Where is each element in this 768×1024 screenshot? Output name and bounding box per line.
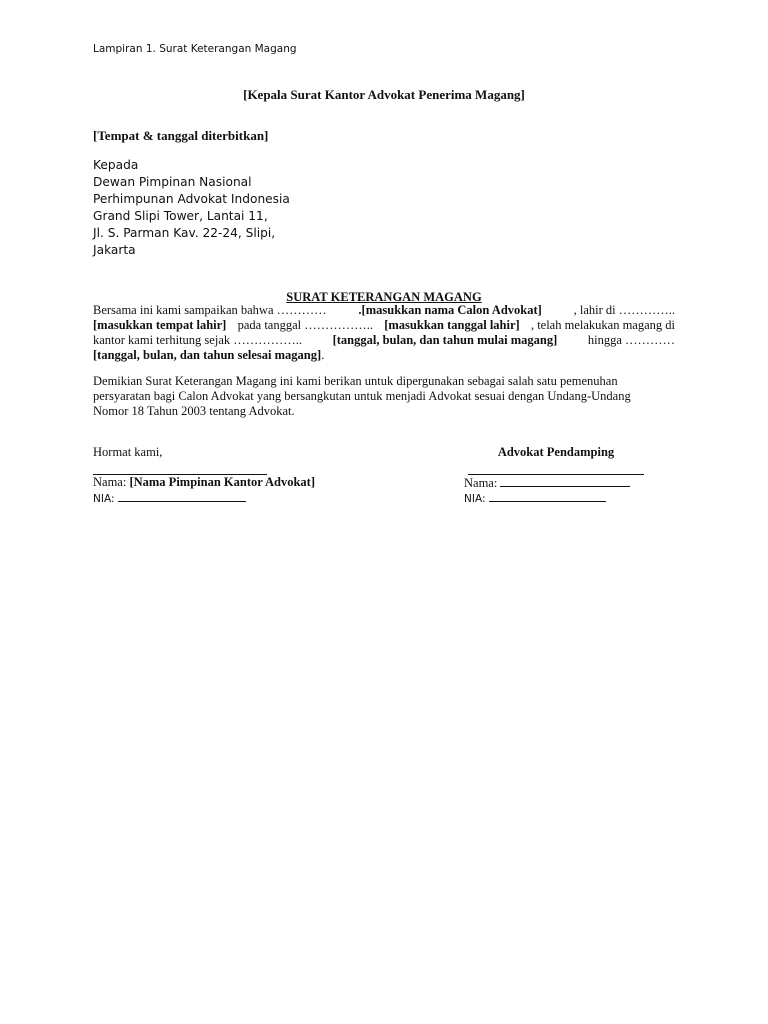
paragraph-line: [93, 318, 675, 333]
name-label: Nama:: [464, 476, 501, 490]
address-line: Grand Slipi Tower, Lantai 11,: [93, 209, 268, 223]
address-line: Jl. S. Parman Kav. 22-24, Slipi,: [93, 226, 276, 240]
paragraph-line: [93, 348, 675, 363]
letterhead-placeholder: [Kepala Surat Kantor Advokat Penerima Magang]: [243, 87, 525, 102]
signature-block-left: [93, 445, 315, 505]
nia-label: NIA:: [93, 493, 118, 505]
placeholder-tanggal-lahir: [masukkan tanggal lahir]: [384, 318, 520, 332]
text-segment: Demikian Surat Keterangan Magang ini kami berikan untuk dipergunakan sebagai salah satu pemenuhan: [93, 374, 618, 388]
text-segment: Nomor 18 Tahun 2003 tentang Advokat.: [93, 404, 295, 418]
header-note: Lampiran 1. Surat Keterangan Magang: [93, 43, 297, 55]
text-segment: .: [321, 348, 325, 362]
name-row: [464, 475, 648, 490]
closing-text: Hormat kami,: [93, 445, 163, 459]
place-date-placeholder: [Tempat & tanggal diterbitkan]: [93, 128, 269, 143]
paragraph-line: [93, 404, 675, 419]
signature-line: [93, 460, 267, 475]
text-segment: hingga …………: [587, 333, 675, 347]
name-blank-line: [500, 475, 630, 487]
signature-block-right: [464, 445, 648, 505]
address-line: Dewan Pimpinan Nasional: [93, 175, 252, 189]
address-line: Jakarta: [93, 243, 136, 257]
text-segment: , telah melakukan magang di: [530, 318, 675, 332]
name-label: Nama:: [93, 475, 130, 489]
name-row: [93, 475, 315, 490]
nia-row: [464, 490, 648, 505]
paragraph-line: [93, 303, 675, 318]
name-placeholder: [Nama Pimpinan Kantor Advokat]: [129, 475, 316, 489]
paragraph-line: [93, 333, 675, 348]
body-paragraph-2: [93, 374, 675, 419]
nia-label: NIA:: [464, 493, 489, 505]
body-paragraph-1: [93, 303, 675, 363]
text-segment: , lahir di …………..: [573, 303, 675, 317]
signature-line: [468, 460, 644, 475]
placeholder-mulai-magang: [tanggal, bulan, dan tahun mulai magang]: [332, 333, 558, 347]
text-segment: pada tanggal ……………..: [237, 318, 373, 332]
paragraph-line: [93, 374, 675, 389]
placeholder-selesai-magang: [tanggal, bulan, dan tahun selesai magang]: [93, 348, 322, 362]
recipient-address: [93, 157, 290, 259]
pendamping-title: Advokat Pendamping: [497, 445, 615, 459]
placeholder-tempat-lahir: [masukkan tempat lahir]: [93, 318, 227, 332]
paragraph-line: [93, 389, 675, 404]
text-segment: persyaratan bagi Calon Advokat yang bersangkutan untuk menjadi Advokat sesuai dengan Undang-Undang: [93, 389, 631, 403]
address-line: Perhimpunan Advokat Indonesia: [93, 192, 290, 206]
text-segment: kantor kami terhitung sejak ……………..: [93, 333, 302, 347]
address-line: Kepada: [93, 158, 139, 172]
nia-blank-line: [489, 490, 606, 502]
text-segment: Bersama ini kami sampaikan bahwa …………: [93, 303, 327, 317]
nia-blank-line: [118, 490, 246, 502]
document-title: SURAT KETERANGAN MAGANG: [286, 290, 482, 304]
nia-row: [93, 490, 315, 505]
placeholder-calon-advokat: .[masukkan nama Calon Advokat]: [358, 303, 542, 317]
